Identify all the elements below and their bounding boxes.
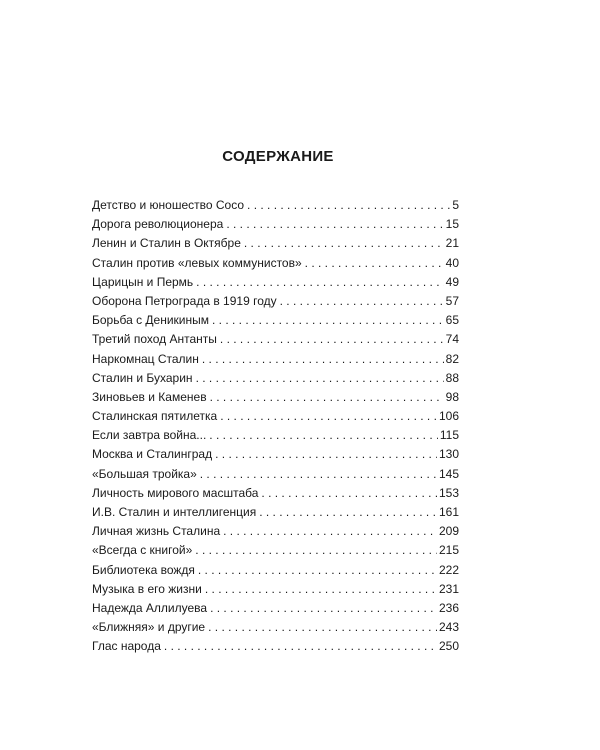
toc-entry-title: Сталин и Бухарин (92, 370, 193, 385)
toc-entry-page: 40 (445, 255, 459, 270)
toc-entry-title: Глас народа (92, 639, 161, 654)
toc-entry (92, 541, 459, 560)
toc-dot-leader (210, 599, 437, 618)
toc-entry (92, 618, 459, 637)
toc-dot-leader (200, 465, 437, 484)
toc-dot-leader (280, 292, 444, 311)
toc-entry (92, 369, 459, 388)
toc-entry (92, 522, 459, 541)
toc-entry-title: Личная жизнь Сталина (92, 524, 221, 539)
toc-entry (92, 330, 459, 349)
toc-entry (92, 254, 459, 273)
toc-entry-title: Библиотека вождя (92, 562, 195, 577)
toc-entry-page: 57 (445, 293, 459, 308)
toc-dot-leader (305, 254, 444, 273)
toc-entry-title: Сталин против «левых коммунистов» (92, 255, 302, 270)
toc-dot-leader (164, 637, 437, 656)
toc-dot-leader (196, 369, 444, 388)
toc-entry-title: Сталинская пятилетка (92, 409, 218, 424)
toc-dot-leader (215, 445, 437, 464)
toc-entry-page: 74 (445, 332, 459, 347)
toc-entry-title: «Ближняя» и другие (92, 620, 206, 635)
toc-entry-page: 65 (445, 313, 459, 328)
toc-entry-title: Ленин и Сталин в Октябре (92, 236, 241, 251)
toc-entry-title: Царицын и Пермь (92, 274, 194, 289)
toc-entry (92, 234, 459, 253)
toc-entry-page: 209 (438, 524, 459, 539)
toc-entry-title: Третий поход Антанты (92, 332, 217, 347)
toc-entry (92, 407, 459, 426)
toc-entry (92, 465, 459, 484)
toc-dot-leader (220, 407, 437, 426)
toc-entry (92, 388, 459, 407)
toc-dot-leader (202, 350, 444, 369)
toc-entry-page: 88 (445, 370, 459, 385)
toc-dot-leader (208, 618, 437, 637)
toc-entry (92, 580, 459, 599)
toc-entry-title: Надежда Аллилуева (92, 600, 208, 615)
toc-entry (92, 311, 459, 330)
toc-entry (92, 196, 459, 215)
toc-entry-page: 222 (438, 562, 459, 577)
toc-entry-page: 145 (438, 466, 459, 481)
toc-entry-page: 236 (438, 600, 459, 615)
toc-entry (92, 292, 459, 311)
toc-entry-title: Наркомнац Сталин (92, 351, 199, 366)
toc-entry-page: 161 (438, 505, 459, 519)
toc-entry (92, 350, 459, 369)
toc-entry-title: Если завтра война... (92, 428, 207, 443)
toc-entry-title: «Всегда с книгой» (92, 543, 193, 558)
toc-dot-leader (210, 388, 444, 407)
toc-entry-page: 5 (452, 198, 459, 212)
toc-entry (92, 637, 459, 656)
toc-entry-page: 49 (445, 274, 459, 289)
toc-dot-leader (261, 484, 437, 503)
toc-entry-page: 115 (439, 428, 459, 443)
toc-dot-leader (259, 503, 437, 522)
toc-entry-title: Дорога революционера (92, 217, 224, 232)
toc-dot-leader (226, 215, 443, 234)
toc-entry-page: 21 (445, 236, 459, 251)
toc-entry-page: 130 (438, 447, 459, 462)
toc-entry-title: Борьба с Деникиным (92, 313, 209, 328)
toc-dot-leader (212, 311, 444, 330)
toc-entry (92, 215, 459, 234)
toc-entry-title: Зиновьев и Каменев (92, 389, 207, 404)
toc-entry (92, 503, 459, 522)
toc-entry-title: «Большая тройка» (92, 466, 197, 481)
toc-entry-page: 82 (445, 351, 459, 366)
table-of-contents (92, 196, 459, 657)
toc-entry (92, 273, 459, 292)
toc-entry-title: Москва и Сталинград (92, 447, 213, 462)
toc-entry (92, 599, 459, 618)
toc-dot-leader (220, 330, 444, 349)
toc-dot-leader (247, 196, 450, 215)
toc-entry-page: 106 (438, 409, 459, 424)
toc-dot-leader (196, 273, 443, 292)
toc-entry-title: Оборона Петрограда в 1919 году (92, 293, 277, 308)
toc-entry-title: Личность мирового масштаба (92, 485, 259, 500)
toc-entry-page: 153 (438, 485, 459, 500)
toc-dot-leader (205, 580, 437, 599)
toc-entry-title: Детство и юношество Сосо (92, 198, 245, 212)
toc-dot-leader (244, 234, 444, 253)
toc-entry (92, 445, 459, 464)
toc-entry-page: 250 (438, 639, 459, 654)
toc-entry-title: И.В. Сталин и интеллигенция (92, 505, 257, 519)
toc-entry (92, 426, 459, 445)
page-title: СОДЕРЖАНИЕ (222, 148, 334, 165)
toc-entry-title: Музыка в его жизни (92, 581, 202, 596)
toc-entry-page: 15 (445, 217, 459, 232)
toc-entry (92, 484, 459, 503)
toc-dot-leader (195, 541, 437, 560)
toc-entry-page: 243 (438, 620, 459, 635)
toc-entry-page: 231 (438, 581, 459, 596)
toc-dot-leader (209, 426, 438, 445)
toc-dot-leader (198, 561, 437, 580)
toc-dot-leader (223, 522, 437, 541)
toc-entry-page: 215 (438, 543, 459, 558)
toc-entry (92, 561, 459, 580)
toc-entry-page: 98 (445, 389, 459, 404)
